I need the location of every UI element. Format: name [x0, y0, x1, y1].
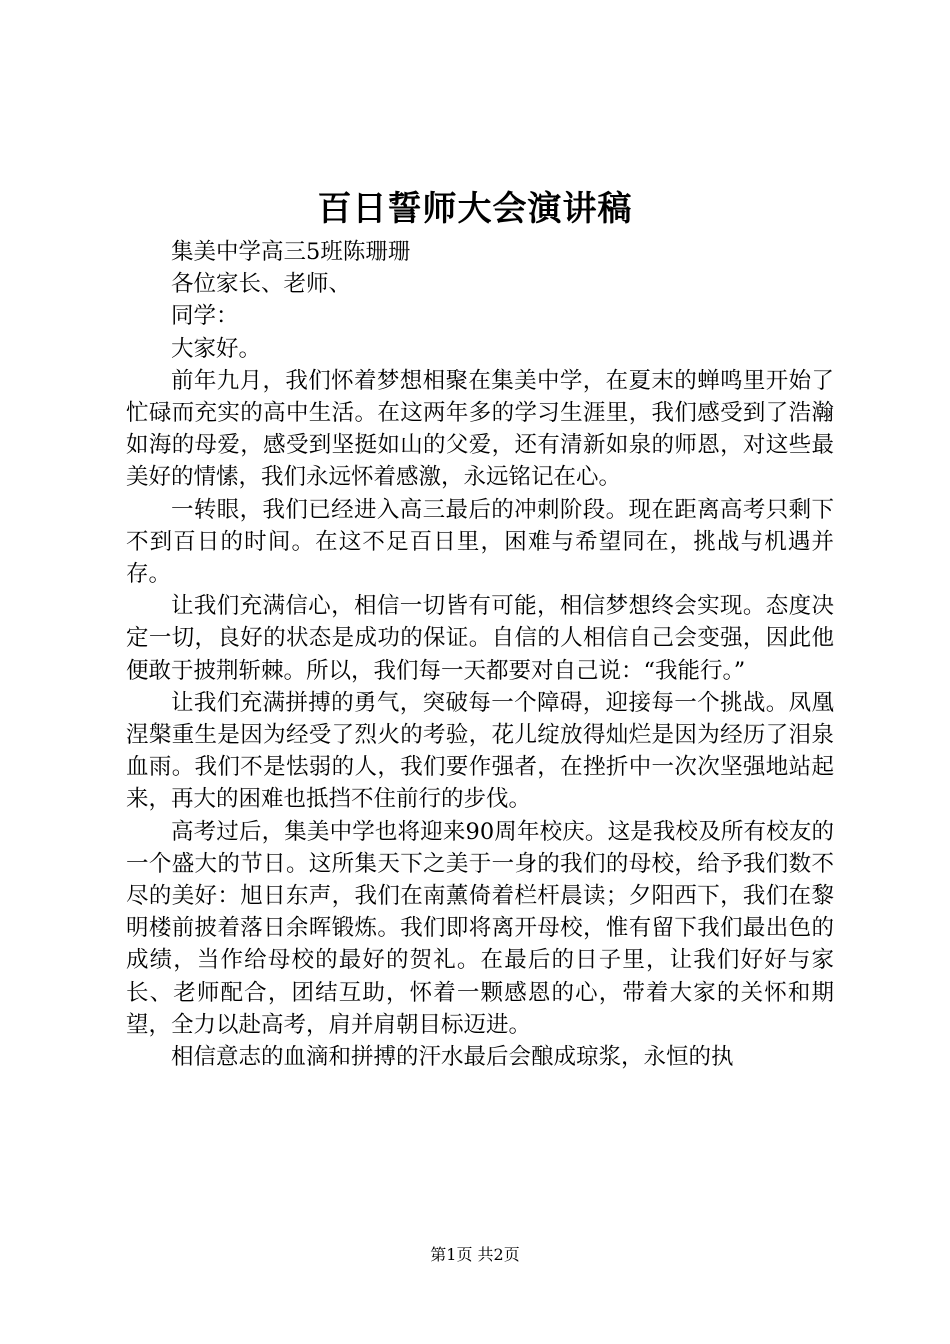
- page-number-footer: 第1页 共2页: [430, 1245, 520, 1264]
- body-paragraph: 让我们充满信心，相信一切皆有可能，相信梦想终会实现。态度决定一切，良好的状态是成功的保证。自信的人相信自己会变强，因此他便敢于披荆斩棘。所以，我们每一天都要对自己说：“我能行。”: [126, 593, 834, 684]
- body-paragraph: 高考过后，集美中学也将迎来90周年校庆。这是我校及所有校友的一个盛大的节日。这所集天下之美于一身的我们的母校，给予我们数不尽的美好：旭日东声，我们在南薰倚着栏杆晨读；夕阳西下，我们在黎明楼前披着落日余晖锻炼。我们即将离开母校，惟有留下我们最出色的成绩，当作给母校的最好的贺礼。在最后的日子里，让我们好好与家长、老师配合，团结互助，怀着一颗感恩的心，带着大家的关怀和期望，全力以赴高考，肩并肩朝目标迈进。: [126, 818, 834, 1038]
- body-paragraph: 相信意志的血滴和拼搏的汗水最后会酿成琼浆，永恒的执: [171, 1044, 734, 1071]
- document-title: 百日誓师大会演讲稿: [317, 189, 633, 229]
- salutation-line: 同学：: [171, 303, 239, 330]
- document-body: [126, 236, 834, 1073]
- body-paragraph: 让我们充满拼搏的勇气，突破每一个障碍，迎接每一个挑战。凤凰涅槃重生是因为经受了烈火的考验，花儿绽放得灿烂是因为经历了泪泉血雨。我们不是怯弱的人，我们要作强者，在挫折中一次次坚强地站起来，再大的困难也抵挡不住前行的步伐。: [126, 689, 834, 813]
- author-line: 集美中学高三5班陈珊珊: [171, 239, 411, 265]
- body-paragraph: 一转眼，我们已经进入高三最后的冲刺阶段。现在距离高考只剩下不到百日的时间。在这不足百日里，困难与希望同在，挑战与机遇并存。: [126, 496, 834, 588]
- greeting-line: 大家好。: [171, 335, 262, 362]
- salutation-line: 各位家长、老师、: [171, 271, 352, 298]
- body-paragraph: 前年九月，我们怀着梦想相聚在集美中学，在夏末的蝉鸣里开始了忙碌而充实的高中生活。在这两年多的学习生涯里，我们感受到了浩瀚如海的母爱，感受到坚挺如山的父爱，还有清新如泉的师恩，对这些最美好的情愫，我们永远怀着感激，永远铭记在心。: [126, 367, 834, 491]
